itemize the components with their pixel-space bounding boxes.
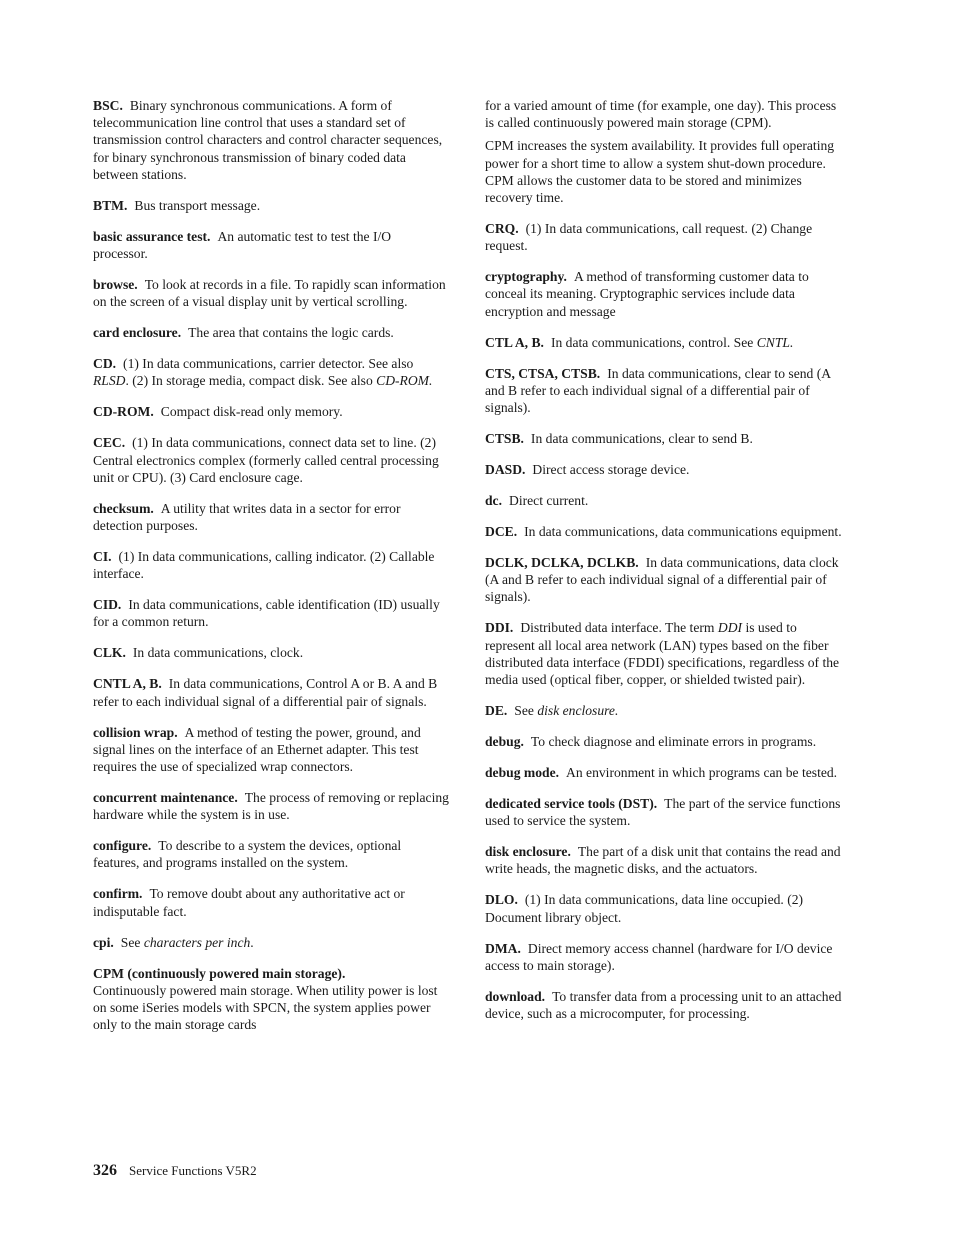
- glossary-entry: [485, 430, 843, 447]
- glossary-entry: [485, 619, 843, 688]
- entry-definition: In data communications, clear to send B.: [530, 431, 753, 447]
- entry-definition: To remove doubt about any authoritative act or indisputable fact.: [93, 886, 405, 919]
- glossary-entry: [485, 220, 843, 254]
- glossary-entry: [93, 97, 449, 183]
- entry-definition: Direct memory access channel (hardware for I/O device access to main storage).: [485, 940, 833, 973]
- entry-definition: Direct access storage device.: [532, 462, 690, 478]
- entry-term: debug mode.: [485, 765, 560, 781]
- entry-definition: The part of the service functions used to service the system.: [485, 796, 841, 829]
- entry-term: confirm.: [93, 886, 143, 902]
- entry-definition: (1) In data communications, carrier detector. See also: [123, 356, 414, 372]
- entry-definition: (1) In data communications, calling indicator. (2) Callable interface.: [93, 549, 435, 582]
- glossary-entry: [485, 940, 843, 974]
- entry-term: BSC.: [93, 98, 123, 113]
- glossary-entry: [93, 596, 449, 630]
- entry-definition: is used to represent all local area network (LAN) types based on the fiber distributed data interface (FDDI) specifications, regardless of the media used (optical fiber, copper, or shielded twisted pair).: [485, 620, 840, 688]
- page-footer: [93, 1162, 257, 1180]
- entry-term: DMA.: [485, 940, 521, 956]
- entry-definition: In data communications, Control A or B. A and B refer to each individual signal of a differential pair of signals.: [93, 676, 438, 709]
- glossary-entry: [485, 523, 843, 540]
- glossary-entry: [93, 675, 449, 709]
- entry-term: DCE.: [485, 524, 518, 540]
- entry-definition: In data communications, data clock (A and B refer to each individual signal of a differential pair of signals).: [485, 555, 839, 605]
- entry-term: configure.: [93, 838, 152, 854]
- entry-definition: Compact disk-read only memory.: [160, 404, 343, 420]
- entry-term: CD.: [93, 356, 117, 372]
- entry-term: CD-ROM.: [93, 404, 154, 420]
- entry-term: DASD.: [485, 462, 526, 478]
- entry-definition: An environment in which programs can be tested.: [566, 765, 838, 781]
- entry-definition: See: [514, 703, 538, 719]
- cross-reference: CNTL.: [756, 334, 794, 350]
- entry-definition: To check diagnose and eliminate errors in programs.: [530, 734, 817, 750]
- entry-definition: In data communications, cable identification (ID) usually for a common return.: [93, 597, 440, 630]
- glossary-entry: [485, 988, 843, 1022]
- glossary-entry: [93, 324, 449, 341]
- entry-term: CTSB.: [485, 431, 524, 447]
- entry-definition: (1) In data communications, call request. (2) Change request.: [485, 221, 813, 254]
- entry-term: CPM (continuously powered main storage).: [93, 965, 346, 981]
- entry-term: disk enclosure.: [485, 844, 571, 860]
- cross-reference: characters per inch: [143, 934, 251, 950]
- glossary-entry: [93, 885, 449, 919]
- glossary-entry: [485, 365, 843, 417]
- entry-definition: Direct current.: [509, 493, 589, 509]
- glossary-entry: [93, 965, 449, 1034]
- entry-definition: In data communications, clock.: [132, 645, 304, 661]
- glossary-entry: [485, 461, 843, 478]
- entry-term: DE.: [485, 703, 508, 719]
- entry-definition: To look at records in a file. To rapidly scan information on the screen of a visual display unit by vertical scrolling.: [93, 277, 446, 310]
- glossary-entry: [485, 268, 843, 320]
- glossary-entry: [485, 733, 843, 750]
- entry-term: download.: [485, 988, 546, 1004]
- cross-reference: disk enclosure.: [537, 703, 619, 719]
- glossary-entry: [93, 228, 449, 262]
- glossary-entry: [93, 548, 449, 582]
- continued-paragraph: for a varied amount of time (for example, one day). This process is called continuously powered main storage (CPM).: [485, 98, 837, 131]
- glossary-entry: [93, 434, 449, 486]
- entry-term: dc.: [485, 493, 502, 509]
- glossary-entry: [93, 724, 449, 776]
- page-number: 326: [93, 1162, 117, 1179]
- entry-term: debug.: [485, 734, 524, 750]
- entry-term: DLO.: [485, 892, 518, 908]
- entry-term: dedicated service tools (DST).: [485, 796, 658, 812]
- entry-term: card enclosure.: [93, 325, 182, 341]
- glossary-entry: [93, 644, 449, 661]
- entry-definition: (1) In data communications, data line occupied. (2) Document library object.: [485, 892, 804, 925]
- entry-term: collision wrap.: [93, 724, 178, 740]
- entry-definition: In data communications, data communications equipment.: [524, 524, 842, 540]
- glossary-entry: [485, 492, 843, 509]
- entry-definition: . (2) In storage media, compact disk. See also: [125, 373, 377, 389]
- entry-term: basic assurance test.: [93, 228, 211, 244]
- entry-term: CRQ.: [485, 221, 519, 237]
- entry-definition: See: [120, 934, 144, 950]
- entry-term: BTM.: [93, 197, 128, 213]
- entry-definition: (1) In data communications, connect data set to line. (2) Central electronics complex (formerly called central processing unit or CPU). (3) Card enclosure cage.: [93, 435, 439, 485]
- entry-term: CTL A, B.: [485, 334, 544, 350]
- entry-definition: The area that contains the logic cards.: [188, 325, 394, 341]
- entry-definition: A method of testing the power, ground, and signal lines on the interface of an Ethernet adapter. This test requires the use of specialized wrap connectors.: [93, 724, 421, 775]
- entry-definition: In data communications, clear to send (A and B refer to each individual signal of a differential pair of signals).: [485, 365, 831, 416]
- glossary-entry: [485, 764, 843, 781]
- entry-term: CLK.: [93, 645, 126, 661]
- entry-definition: To describe to a system the devices, optional features, and programs installed on the system.: [93, 838, 402, 871]
- entry-term: CEC.: [93, 435, 126, 451]
- glossary-entry: [93, 500, 449, 534]
- glossary-entry: [485, 843, 843, 877]
- entry-term: CTS, CTSA, CTSB.: [485, 365, 601, 381]
- entry-definition: A method of transforming customer data to conceal its meaning. Cryptographic services include data encryption and message: [485, 269, 809, 319]
- entry-term: DCLK, DCLKA, DCLKB.: [485, 555, 639, 571]
- entry-definition: The process of removing or replacing hardware while the system is in use.: [93, 790, 449, 823]
- entry-term: cryptography.: [485, 269, 567, 285]
- book-title: Service Functions V5R2: [129, 1163, 257, 1178]
- glossary-entry: [485, 795, 843, 829]
- entry-term: CID.: [93, 597, 122, 613]
- entry-definition: The part of a disk unit that contains the read and write heads, the magnetic disks, and the actuators.: [485, 844, 841, 877]
- entry-term: concurrent maintenance.: [93, 790, 238, 806]
- glossary-entry: [93, 789, 449, 823]
- entry-definition: An automatic test to test the I/O processor.: [93, 228, 392, 262]
- glossary-entry: [93, 837, 449, 871]
- glossary-entry: [93, 355, 449, 389]
- continued-paragraph: CPM increases the system availability. It provides full operating power for a short time to allow a system shut-down procedure. CPM allows the customer data to be stored and minimizes recovery time.: [485, 138, 835, 206]
- glossary-entry: [93, 934, 449, 951]
- glossary-entry: [485, 702, 843, 719]
- glossary-entry: [485, 891, 843, 925]
- entry-definition: In data communications, control. See: [550, 334, 757, 350]
- left-column: [93, 97, 449, 1047]
- glossary-entry: [485, 554, 843, 606]
- entry-term: checksum.: [93, 500, 154, 516]
- cross-reference: DDI: [717, 620, 743, 636]
- entry-definition: To transfer data from a processing unit to an attached device, such as a microcomputer, for processing.: [485, 988, 842, 1022]
- cross-reference: CD-ROM.: [376, 373, 433, 389]
- entry-definition: Binary synchronous communications. A form of telecommunication line control that uses a standard set of transmission control characters and control character sequences, for binary synchronous transmission of binary coded data between stations.: [93, 98, 443, 182]
- glossary-entry: [485, 334, 843, 351]
- entry-definition: Distributed data interface. The term: [520, 620, 718, 636]
- glossary-entry: [93, 276, 449, 310]
- cross-reference: RLSD: [93, 373, 126, 389]
- entry-term: browse.: [93, 277, 138, 293]
- entry-term: DDI.: [485, 620, 514, 636]
- right-column: [485, 97, 843, 1036]
- entry-term: cpi.: [93, 934, 114, 950]
- glossary-entry: [93, 403, 449, 420]
- entry-term: CI.: [93, 549, 112, 565]
- entry-definition: A utility that writes data in a sector for error detection purposes.: [93, 500, 401, 534]
- entry-definition: Bus transport message.: [134, 197, 261, 213]
- entry-definition: .: [250, 934, 254, 950]
- entry-definition: Continuously powered main storage. When utility power is lost on some iSeries models with SPCN, the system applies power only to the main storage cards: [93, 982, 438, 1033]
- glossary-entry: [93, 197, 449, 214]
- entry-term: CNTL A, B.: [93, 676, 162, 692]
